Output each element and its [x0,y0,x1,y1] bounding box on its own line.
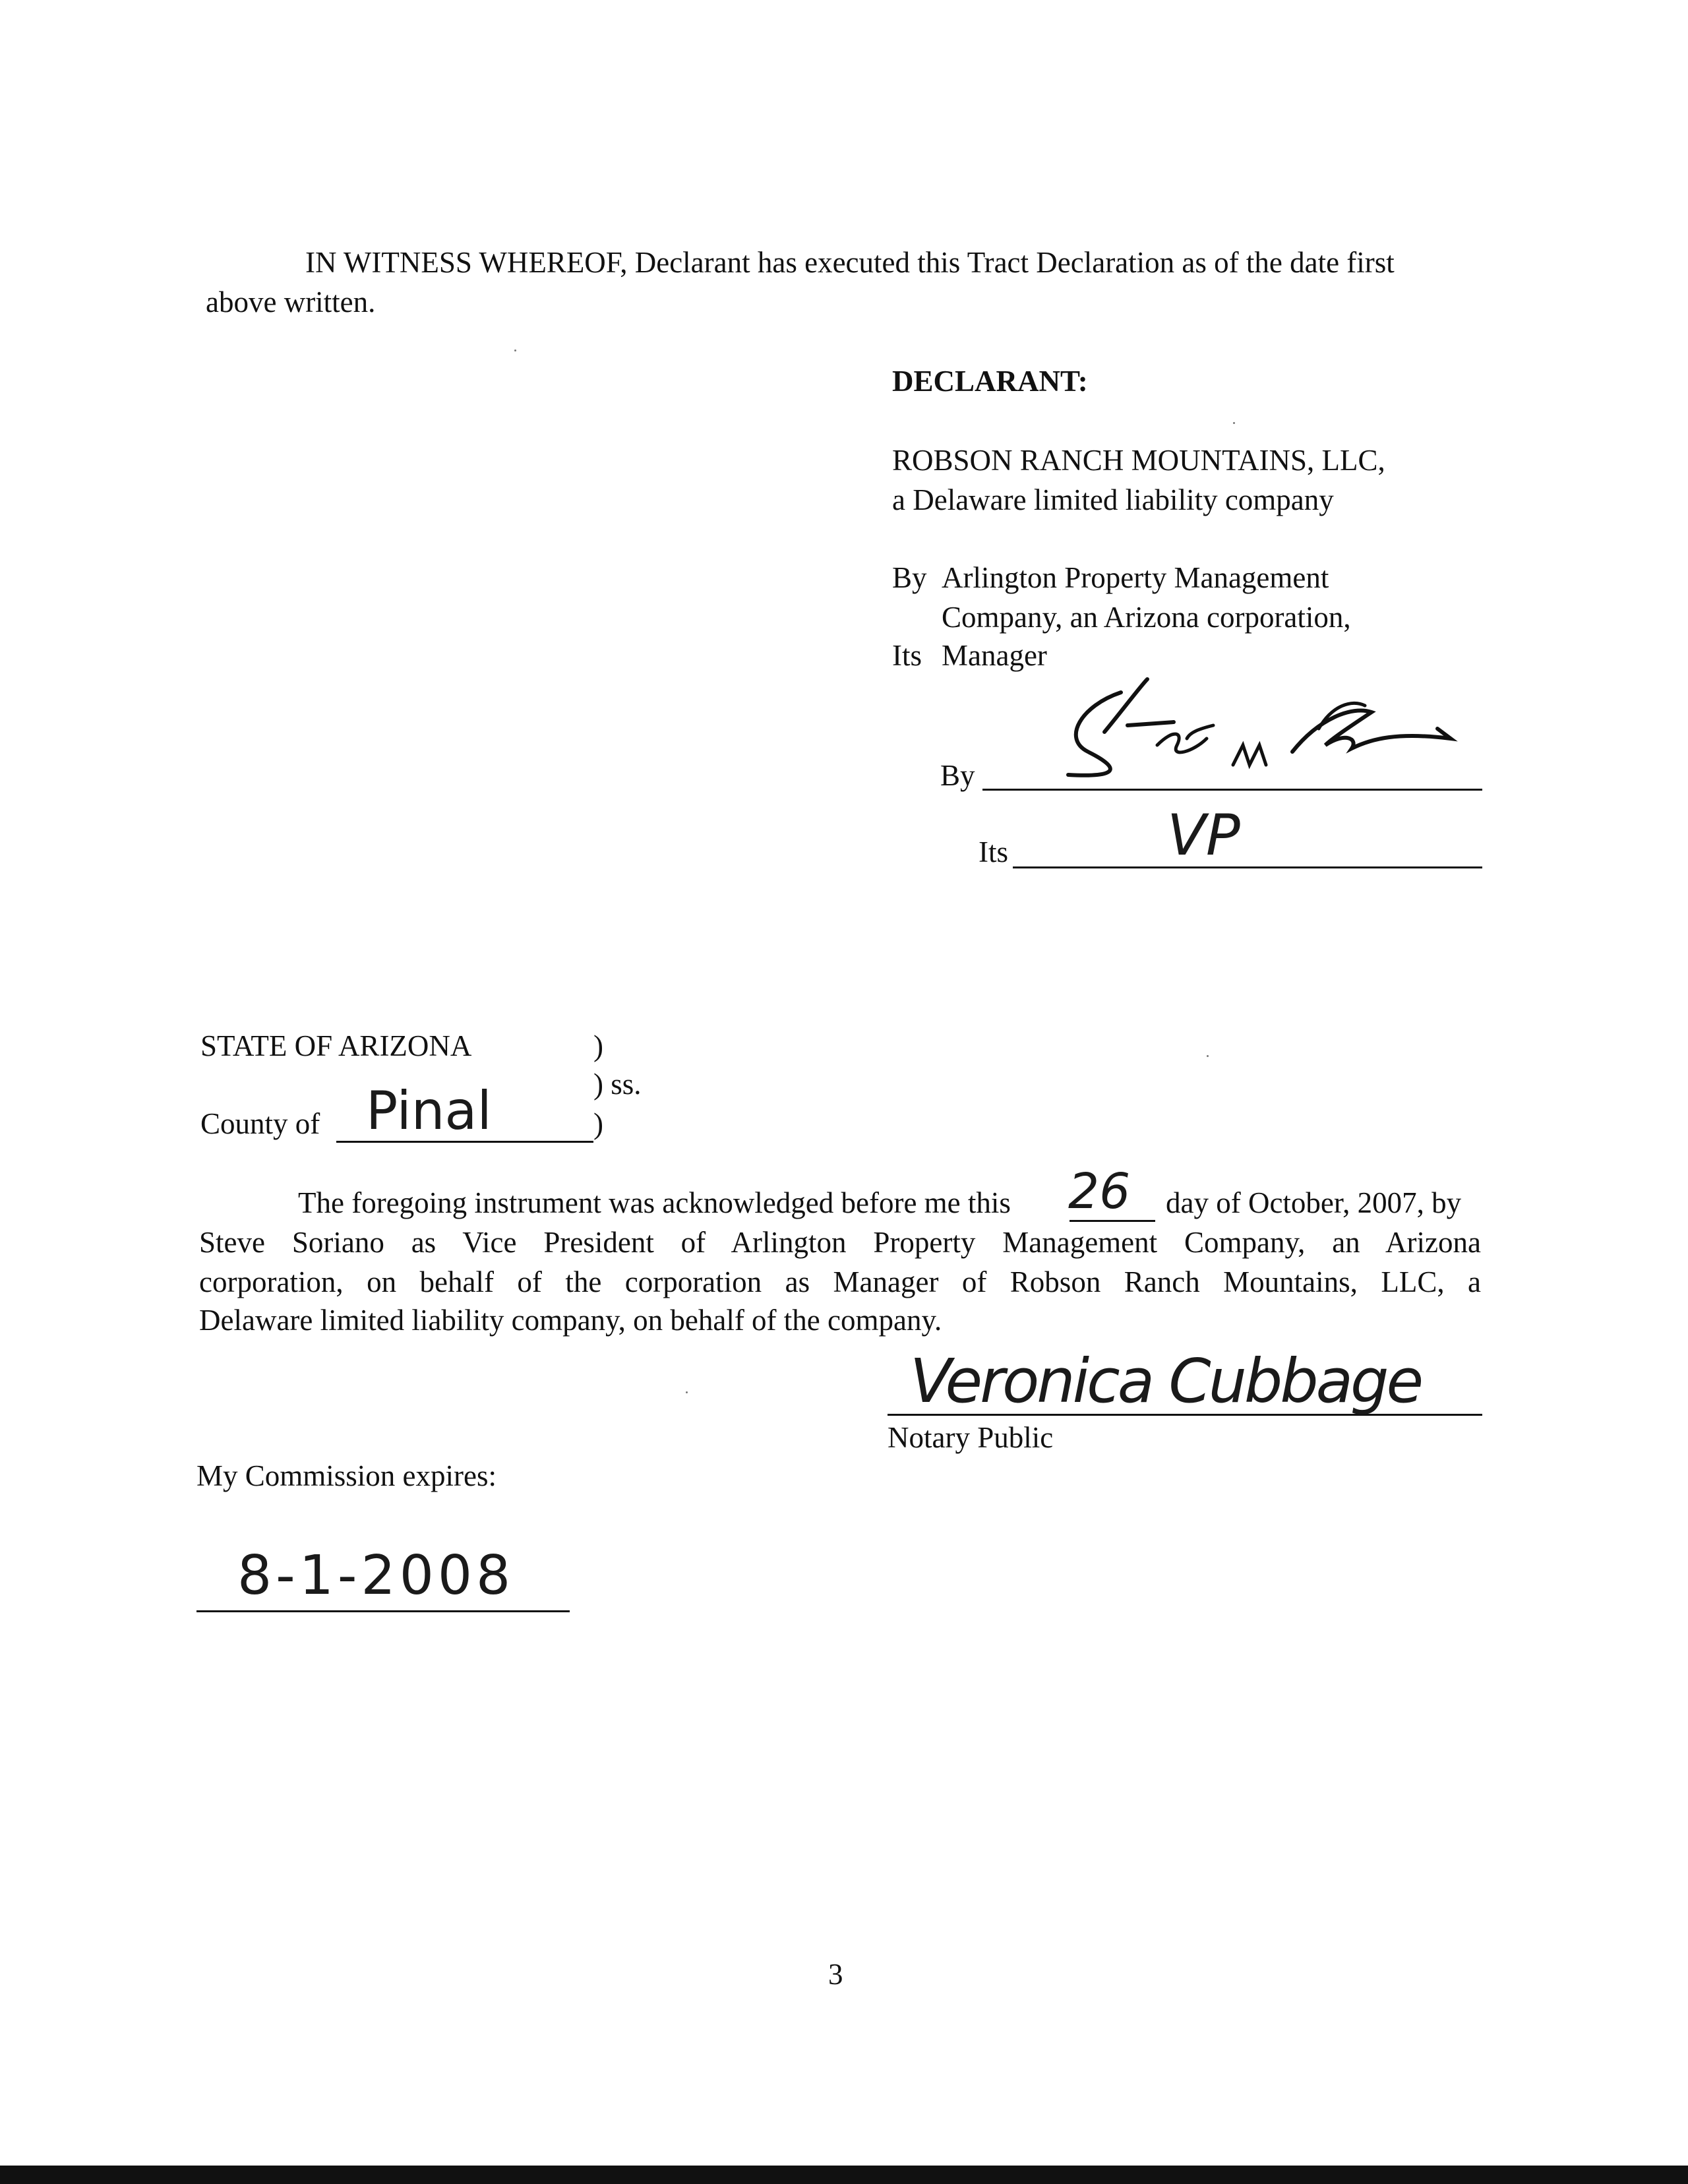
ack-day-handwritten: 26 [1068,1163,1131,1220]
declarant-company-name: ROBSON RANCH MOUNTAINS, LLC, [892,444,1385,477]
scan-speck [686,1391,688,1393]
scan-speck [1233,422,1235,424]
commission-label: My Commission expires: [196,1459,497,1492]
notary-signature: Veronica Cubbage [910,1346,1422,1416]
venue-ss: ) ss. [593,1068,642,1101]
notary-label: Notary Public [888,1421,1054,1454]
scan-speck [514,349,516,351]
manager-role: Manager [942,639,1047,672]
venue-county-label: County of [200,1107,320,1140]
scan-speck [1207,1055,1209,1057]
witness-line-2: above written. [206,286,376,318]
page-number: 3 [828,1958,843,1991]
venue-paren-1: ) [593,1029,603,1062]
commission-date-handwritten: 8-1-2008 [237,1544,515,1607]
its-title-line [1013,866,1482,868]
its-prefix: Its [892,639,922,672]
scan-edge-bar [0,2166,1688,2184]
witness-line-1: IN WITNESS WHEREOF, Declarant has executed this Tract Declaration as of the date first [305,246,1395,279]
by-label: By [940,759,975,792]
declarant-heading: DECLARANT: [892,365,1088,398]
declarant-company-desc: a Delaware limited liability company [892,483,1334,516]
manager-line-2: Company, an Arizona corporation, [942,601,1351,634]
ack-line-3: corporation, on behalf of the corporation as Manager of Robson Ranch Mountains, LLC, a [199,1265,1481,1298]
venue-paren-3: ) [593,1107,603,1140]
declarant-signature [1042,666,1470,798]
its-title-handwritten: VP [1167,803,1240,868]
venue-state: STATE OF ARIZONA [200,1029,472,1062]
ack-line-4: Delaware limited liability company, on behalf of the company. [199,1304,942,1337]
ack-line-1b: day of October, 2007, by [1166,1186,1462,1219]
ack-line-1a: The foregoing instrument was acknowledged before me this [298,1186,1011,1219]
by-prefix: By [892,561,927,594]
ack-line-2: Steve Soriano as Vice President of Arlington Property Management Company, an Arizona [199,1226,1481,1259]
county-handwritten: Pinal [366,1080,492,1141]
manager-line-1: Arlington Property Management [942,561,1329,594]
commission-date-line [196,1610,570,1612]
its-label: Its [979,835,1008,868]
